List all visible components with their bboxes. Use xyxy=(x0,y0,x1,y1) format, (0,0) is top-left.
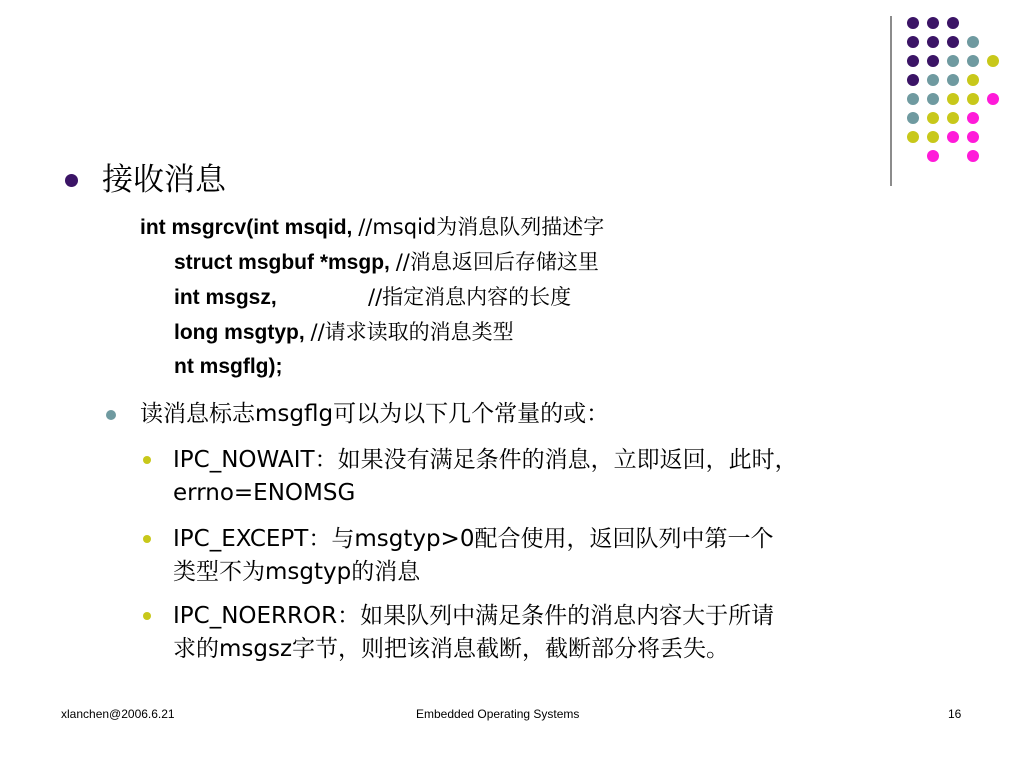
heading-text: 接收消息 xyxy=(102,162,226,198)
item-3-line-2: 求的msgsz字节，则把该消息截断，截断部分将丢失。 xyxy=(173,636,730,662)
dot xyxy=(927,55,939,67)
item-bullet-icon xyxy=(143,612,151,620)
dot xyxy=(967,36,979,48)
code-line-2-code: struct msgbuf *msgp, xyxy=(174,251,390,274)
code-line-1-comment: //msqid为消息队列描述字 xyxy=(358,215,605,239)
dot xyxy=(927,112,939,124)
dot xyxy=(967,112,979,124)
dot xyxy=(947,36,959,48)
dot xyxy=(907,93,919,105)
code-line-2-comment: //消息返回后存储这里 xyxy=(395,250,599,274)
dot xyxy=(907,131,919,143)
item-1-line-2: errno=ENOMSG xyxy=(173,480,356,506)
item-bullet-icon xyxy=(143,456,151,464)
decorative-dot-grid xyxy=(907,12,1007,172)
item-1-line-1: IPC_NOWAIT：如果没有满足条件的消息，立即返回，此时， xyxy=(173,447,798,473)
dot xyxy=(927,131,939,143)
sub-bullet-text: 读消息标志msgflg可以为以下几个常量的或： xyxy=(140,401,610,427)
code-line-3-comment: //指定消息内容的长度 xyxy=(368,285,572,309)
code-line-4-comment: //请求读取的消息类型 xyxy=(310,320,514,344)
dot xyxy=(927,74,939,86)
dot xyxy=(967,131,979,143)
footer-page-number: 16 xyxy=(948,707,962,721)
heading-bullet-icon xyxy=(65,174,78,187)
code-line-4 xyxy=(174,315,514,350)
code-line-5 xyxy=(174,350,282,384)
dot xyxy=(967,150,979,162)
dot xyxy=(907,74,919,86)
dot xyxy=(907,112,919,124)
dot xyxy=(927,17,939,29)
code-line-3 xyxy=(174,280,571,315)
dot xyxy=(907,17,919,29)
item-2-line-2: 类型不为msgtyp的消息 xyxy=(173,559,421,585)
item-3-line-1: IPC_NOERROR：如果队列中满足条件的消息内容大于所请 xyxy=(173,603,775,629)
code-line-2 xyxy=(174,245,599,280)
footer-course: Embedded Operating Systems xyxy=(416,707,580,721)
dot xyxy=(947,112,959,124)
code-line-3-code: int msgsz, xyxy=(174,286,277,309)
code-line-5-code: nt msgflg); xyxy=(174,355,283,378)
dot xyxy=(947,131,959,143)
item-2-line-1: IPC_EXCEPT：与msgtyp>0配合使用，返回队列中第一个 xyxy=(173,526,774,552)
dot xyxy=(967,74,979,86)
dot xyxy=(967,93,979,105)
code-line-1-code: int msgrcv(int msqid, xyxy=(140,216,353,239)
dot xyxy=(927,150,939,162)
dot xyxy=(947,93,959,105)
dot xyxy=(987,93,999,105)
item-bullet-icon xyxy=(143,535,151,543)
sub-bullet-icon xyxy=(106,410,116,420)
dot xyxy=(927,93,939,105)
dot xyxy=(987,55,999,67)
dot xyxy=(967,55,979,67)
dot xyxy=(907,55,919,67)
code-line-1 xyxy=(140,210,604,245)
dot xyxy=(947,74,959,86)
code-line-4-code: long msgtyp, xyxy=(174,321,305,344)
dot xyxy=(947,17,959,29)
footer-author: xlanchen@2006.6.21 xyxy=(61,707,175,721)
dot xyxy=(947,55,959,67)
dot xyxy=(927,36,939,48)
vertical-divider xyxy=(890,16,892,186)
dot xyxy=(907,36,919,48)
